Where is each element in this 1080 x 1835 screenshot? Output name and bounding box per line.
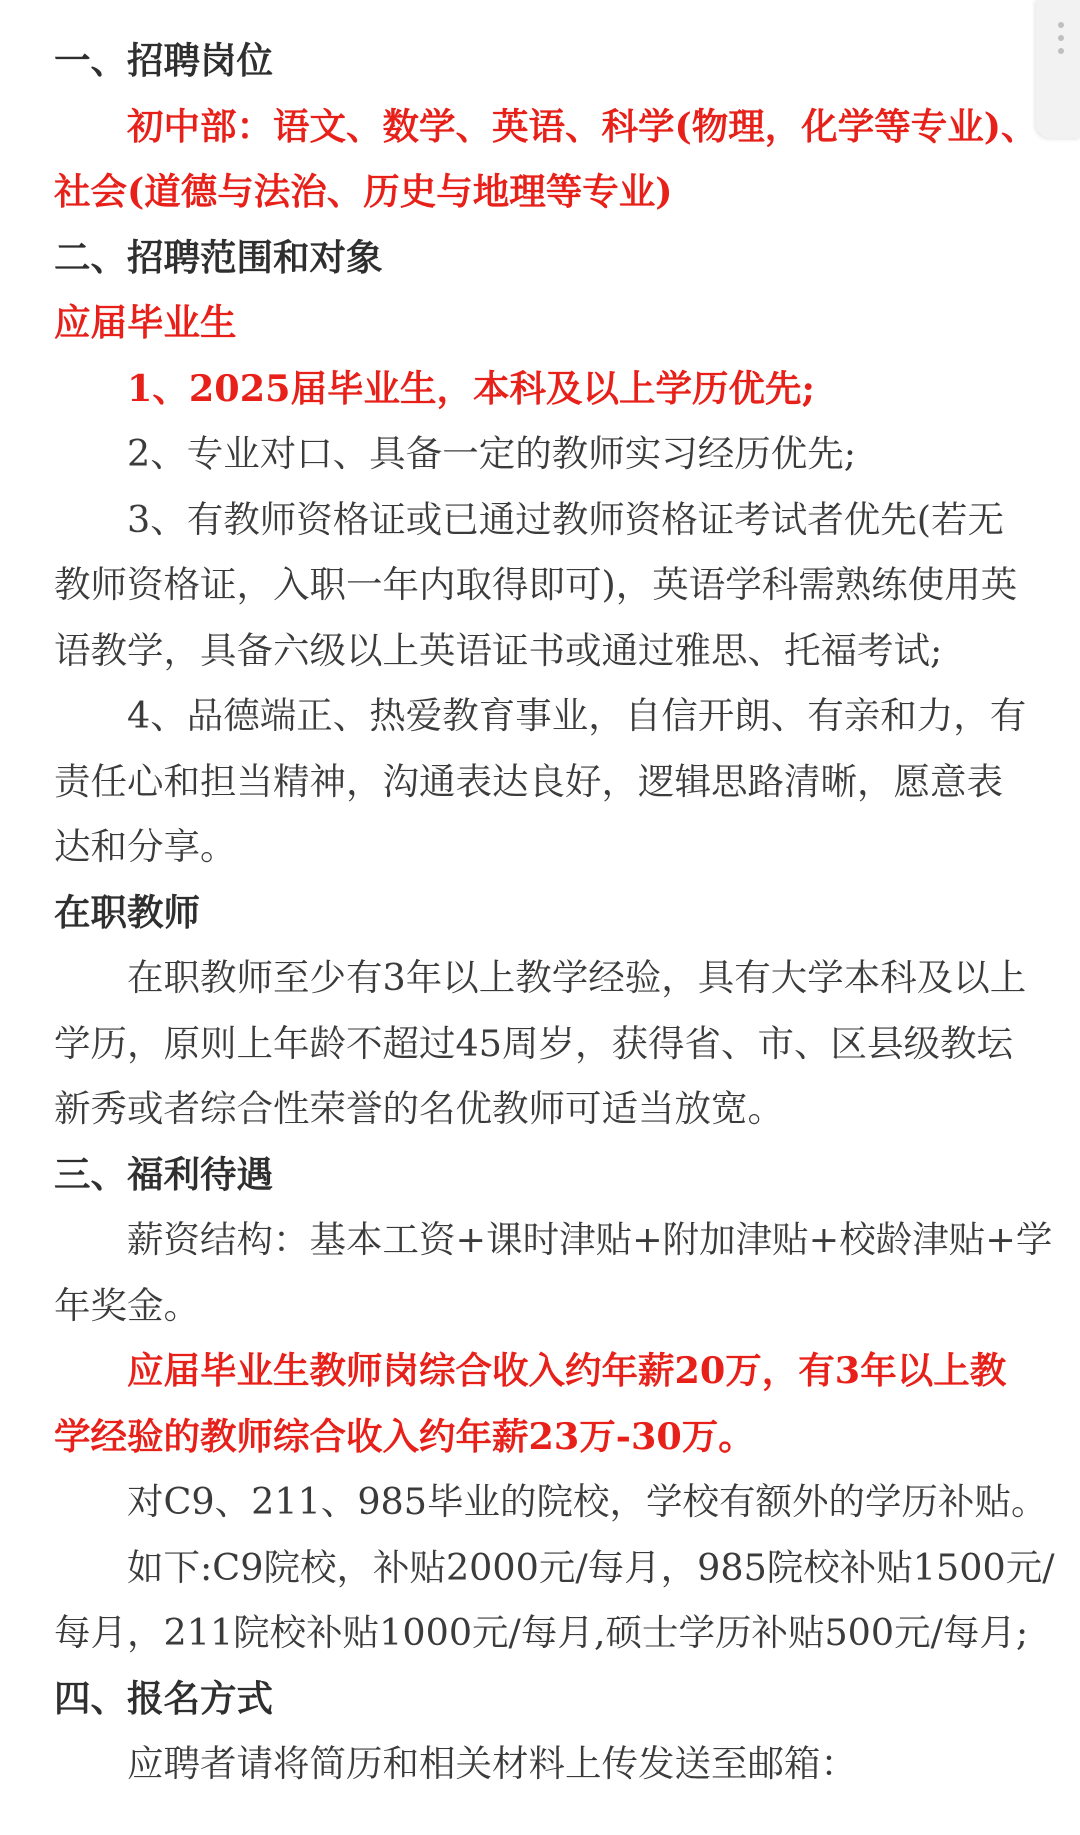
salary-structure-line-2: 年奖金。 <box>54 1283 200 1327</box>
section-title-positions: 一、招聘岗位 <box>54 39 273 82</box>
section-title-apply: 四、报名方式 <box>54 1676 273 1720</box>
requirement-2: 2、专业对口、具备一定的教师实习经历优先; <box>127 432 857 475</box>
section-title-benefits: 三、福利待遇 <box>54 1152 273 1196</box>
requirement-3-line-3: 语教学，具备六级以上英语证书或通过雅思、托福考试; <box>54 628 943 672</box>
salary-structure-line-1: 薪资结构：基本工资+课时津贴+附加津贴+校龄津贴+学 <box>127 1218 1053 1261</box>
subsidy-line-1: 如下:C9院校，补贴2000元/每月，985院校补贴1500元/ <box>127 1545 1055 1589</box>
inservice-line-2: 学历，原则上年龄不超过45周岁，获得省、市、区县级教坛 <box>54 1021 1013 1065</box>
requirement-4-line-3: 达和分享。 <box>54 825 237 868</box>
requirement-4-line-1: 4、品德端正、热爱教育事业，自信开朗、有亲和力，有 <box>127 694 1027 737</box>
requirement-4-line-2: 责任心和担当精神，沟通表达良好，逻辑思路清晰，愿意表 <box>54 759 1003 803</box>
section-title-scope: 二、招聘范围和对象 <box>54 235 383 279</box>
subtitle-inservice: 在职教师 <box>54 890 200 934</box>
subsidy-intro: 对C9、211、985毕业的院校，学校有额外的学历补贴。 <box>127 1480 1048 1523</box>
subtitle-graduates: 应届毕业生 <box>54 301 237 344</box>
requirement-3-line-2: 教师资格证，入职一年内取得即可)，英语学科需熟练使用英 <box>54 563 1018 606</box>
income-line-1: 应届毕业生教师岗综合收入约年薪20万，有3年以上教 <box>127 1349 1007 1392</box>
income-line-2: 学经验的教师综合收入约年薪23万-30万。 <box>54 1414 755 1458</box>
positions-line-2: 社会(道德与法治、历史与地理等专业) <box>54 170 673 213</box>
positions-line-1: 初中部：语文、数学、英语、科学(物理，化学等专业)、 <box>127 104 1038 148</box>
article-body <box>0 28 1080 1797</box>
requirement-1: 1、2025届毕业生，本科及以上学历优先; <box>127 366 815 410</box>
subsidy-line-2: 每月，211院校补贴1000元/每月,硕士学历补贴500元/每月; <box>54 1611 1029 1654</box>
apply-line-1: 应聘者请将简历和相关材料上传发送至邮箱： <box>127 1742 857 1785</box>
inservice-line-3: 新秀或者综合性荣誉的名优教师可适当放宽。 <box>54 1087 784 1130</box>
requirement-3-line-1: 3、有教师资格证或已通过教师资格证考试者优先(若无 <box>127 497 1004 541</box>
inservice-line-1: 在职教师至少有3年以上教学经验，具有大学本科及以上 <box>127 956 1027 999</box>
